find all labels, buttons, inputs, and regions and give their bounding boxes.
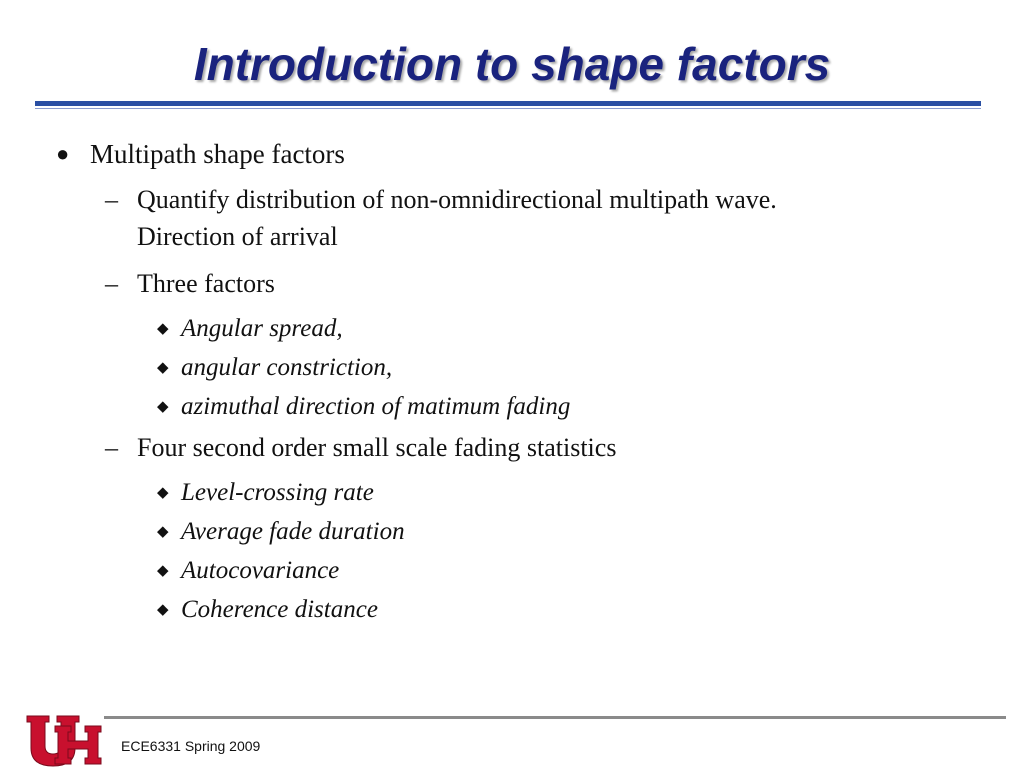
sub-bullet-four-statistics: [105, 429, 937, 466]
list-item: [157, 594, 378, 626]
diamond-bullet-icon: ◆: [157, 360, 169, 376]
list-item-text: azimuthal direction of matimum fading: [181, 393, 571, 420]
list-item: [157, 313, 343, 345]
dash-icon: –: [105, 433, 118, 462]
list-item: [157, 516, 405, 548]
diamond-bullet-icon: ◆: [157, 321, 169, 337]
diamond-bullet-icon: ◆: [157, 485, 169, 501]
list-item-text: Angular spread,: [181, 315, 343, 342]
sub-bullet-text-line2: Direction of arrival: [137, 222, 338, 251]
uh-logo-icon: [25, 712, 103, 768]
list-item-text: angular constriction,: [181, 354, 393, 381]
list-item: [157, 555, 340, 587]
list-item: [157, 477, 374, 509]
bullet-multipath-shape-factors: [56, 138, 345, 170]
list-item-text: Average fade duration: [181, 518, 405, 545]
bullet-dot-icon: ●: [56, 141, 70, 166]
diamond-bullet-icon: ◆: [157, 524, 169, 540]
list-item-text: Autocovariance: [181, 557, 340, 584]
dash-icon: –: [105, 185, 118, 214]
sub-bullet-text: Four second order small scale fading statistics: [137, 433, 617, 462]
footer-divider: [104, 716, 1006, 719]
diamond-bullet-icon: ◆: [157, 602, 169, 618]
sub-bullet-text: Three factors: [137, 269, 275, 298]
list-item-text: Coherence distance: [181, 596, 378, 623]
bullet-text: Multipath shape factors: [90, 139, 345, 169]
footer-course-label: ECE6331 Spring 2009: [121, 738, 261, 754]
diamond-bullet-icon: ◆: [157, 399, 169, 415]
sub-bullet-three-factors: [105, 265, 937, 302]
dash-icon: –: [105, 269, 118, 298]
list-item-text: Level-crossing rate: [181, 479, 374, 506]
sub-bullet-text: Quantify distribution of non-omnidirectional multipath wave.: [137, 185, 777, 214]
diamond-bullet-icon: ◆: [157, 563, 169, 579]
sub-bullet-quantify: [105, 181, 937, 255]
list-item: [157, 352, 393, 384]
slide-title: Introduction to shape factors: [193, 38, 831, 90]
list-item: [157, 391, 571, 423]
